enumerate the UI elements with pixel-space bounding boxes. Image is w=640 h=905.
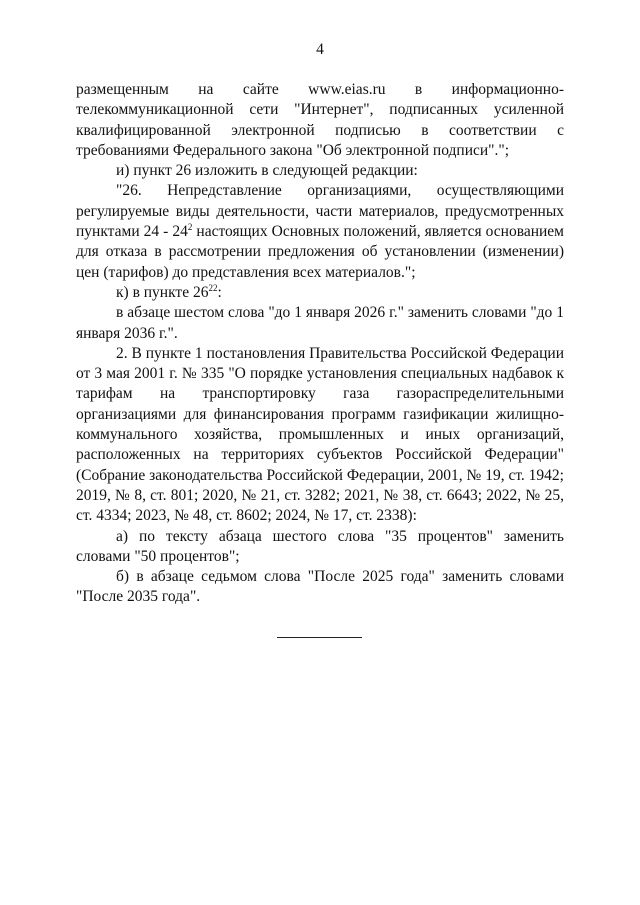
paragraph-sixth-abzac: в абзаце шестом слова "до 1 января 2026 г." заменить словами "до 1 января 2036 г.". — [76, 304, 564, 342]
document-body — [76, 80, 564, 608]
paragraph-point-2: 2. В пункте 1 постановления Правительства Российской Федерации от 3 мая 2001 г. № 335 "О порядке установления специальных надбавок к тарифам на транспортировку газа газораспределительными организациями для финансирования программ газификации жилищно-коммунального хозяйства, промышленных и иных организаций, расположенных на территориях субъектов Российской Федерации" (Собрание законодательства Российской Федерации, 2001, № 19, ст. 1942; 2019, № 8, ст. 801; 2020, № 21, ст. 3282; 2021, № 38, ст. 6643; 2022, № 25, ст. 4334; 2023, № 48, ст. 8602; 2024, № 17, ст. 2338): — [76, 344, 564, 525]
clause-26-text-end: настоящих Основных положений, является основанием для отказа в рассмотрении предложения об установлении (изменении) цен (тарифов) до представления всех материалов."; — [76, 223, 564, 281]
paragraph-clause-26 — [76, 181, 564, 282]
paragraph-item-b: б) в абзаце седьмом слова "После 2025 года" заменить словами "После 2035 года". — [76, 568, 564, 606]
paragraph-item-a: а) по тексту абзаца шестого слова "35 процентов" заменить словами "50 процентов"; — [76, 527, 564, 565]
clause-26-text-start: "26. Непредставление организациями, осуществляющими регулируемые виды деятельности, части материалов, предусмотренных пунктами 24 - 24 — [76, 182, 564, 241]
paragraph-item-k — [76, 283, 564, 303]
item-k-superscript: 22 — [208, 282, 218, 293]
item-k-text-end: : — [217, 283, 222, 301]
page-number: 4 — [316, 41, 324, 58]
item-k-text-start: к) в пункте 26 — [116, 283, 209, 301]
clause-26-superscript: 2 — [187, 222, 193, 233]
paragraph-continuation: размещенным на сайте www.eias.ru в информационно-телекоммуникационной сети "Интернет", подписанных усиленной квалифицированной электронной подписью в соответствии с требованиями Федерального закона "Об электронной подписи"."; — [76, 81, 564, 159]
paragraph-item-i: и) пункт 26 изложить в следующей редакции: — [116, 162, 418, 180]
end-of-document-rule — [277, 637, 362, 638]
